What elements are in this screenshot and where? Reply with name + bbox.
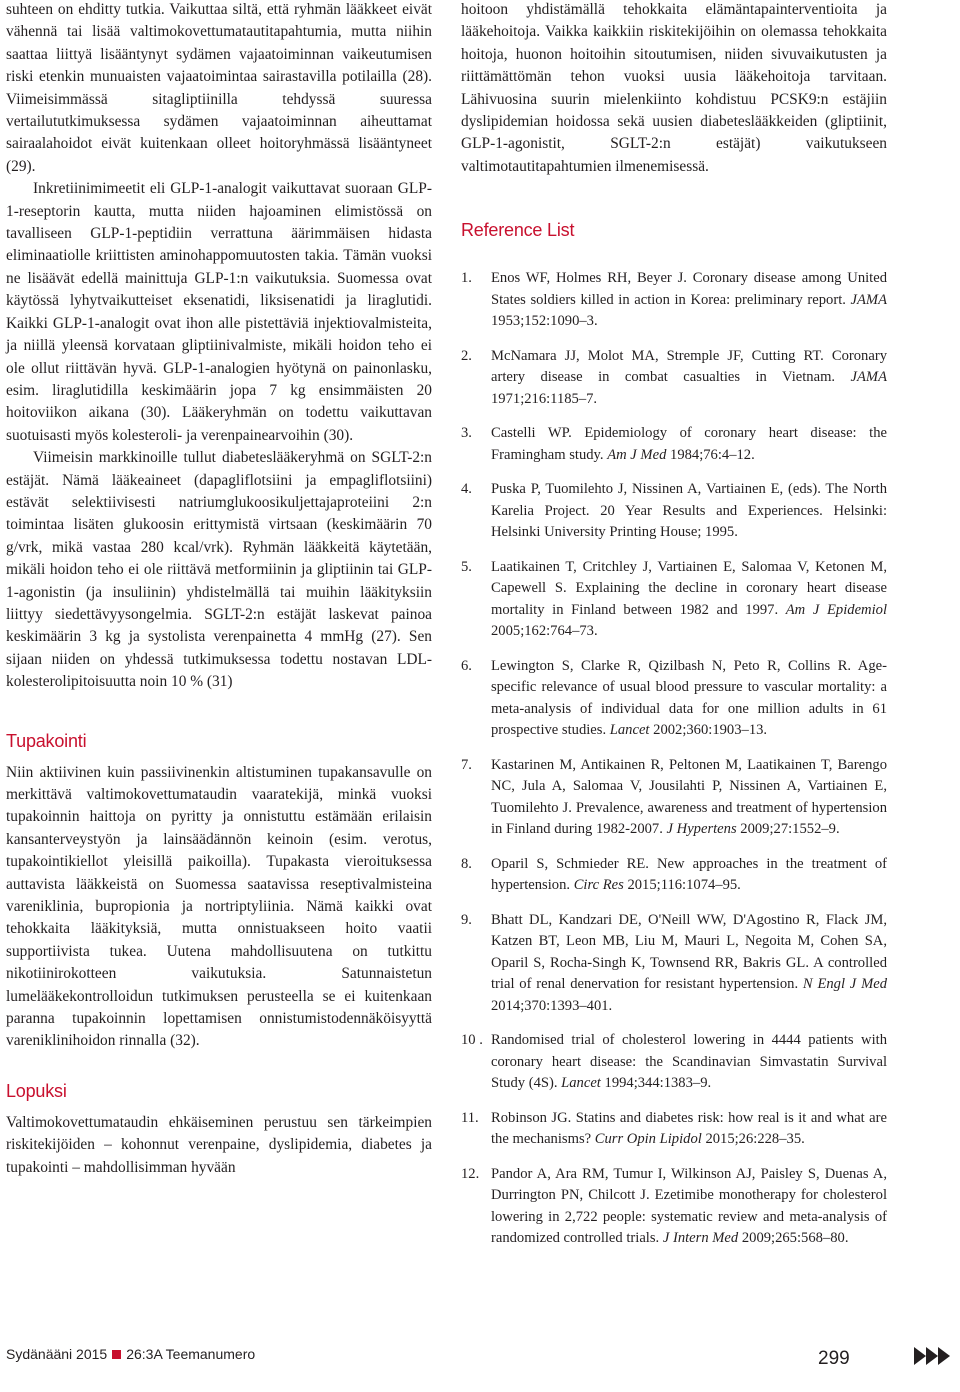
reference-text: Bhatt DL, Kandzari DE, O'Neill WW, D'Agostino R, Flack JM, Katzen BT, Leon MB, Liu M, Mauri L, Negoita M, Cohen SA, Oparil S, Rocha-Singh K, Townsend RR, Bakris GL. A controlled trial of renal denervation for resistant hypertension. [491,911,887,993]
reference-item [461,423,887,466]
reference-number: 5. [461,558,472,575]
body-paragraph: Viimeisin markkinoille tullut diabeteslääkeryhmä on SGLT-2:n estäjät. Nämä lääkeaineet (dapagliflotsiini ja empagliflotsiini) estävät selektiivisesti natriumglukoosikuljettajaproteiini 2:n toimintaa lisäten glukoosin erittymistä virtsaan (keskimäärin 70 g/vrk, mikä vastaa 280 kcal/vrk). Ryhmän lääkkeitä käytetään, mikäli hoidon teho ei ole riittävä metformiinin ja gliptiinin tai GLP-1-agonistin (ja insuliinin) yhdistelmällä tai muihin lääkityksiin liittyy siedettävyysongelmia. SGLT-2:n estäjät laskevat painoa keskimäärin 3 kg ja systolista verenpainetta 4 mmHg (27). Sen sijaan niiden on yhdessä tutkimuksessa todettu nostavan LDL-kolesterolipitoisuutta noin 10 % (31) [6,449,432,691]
reference-citation: 2009;27:1552–9. [736,821,840,838]
reference-number: 3. [461,425,472,442]
reference-citation: 2015;116:1074–95. [623,877,741,894]
journal-name: Sydänääni 2015 [6,1346,108,1362]
reference-item [461,557,887,643]
reference-journal: Am J Epidemiol [785,601,887,618]
reference-citation: 1971;216:1185–7. [491,390,598,407]
reference-number: 12. [461,1165,480,1182]
section-heading-smoking: Tupakointi [6,730,87,751]
body-paragraph: hoitoon yhdistämällä tehokkaita elämäntapainterventioita ja lääkehoitoja. Vaikka kaikkiin riskitekijöihin on olemassa tehokkaita hoitoja, huonon hoitoihin sitoutumisen, niiden sivuvaikutusten ja riittämättömän tehon vuoksi uusia lääkehoitoja tarvitaan. Lähivuosina suurin mielenkiinto kohdistuu PCSK9:n estäjiin dyslipidemian hoidossa sekä uusien diabeteslääkkeiden (gliptiinit, GLP-1-agonistit, SGLT-2:n estäjät) vaikutukseen valtimotautitapahtumien ilmenemisessä. [461,1,887,175]
reference-journal: Am J Med [607,446,667,463]
reference-citation: 2015;26:228–35. [701,1131,805,1148]
reference-text: McNamara JJ, Molot MA, Stremple JF, Cutting RT. Coronary artery disease in combat casualties in Vietnam. [491,347,887,386]
reference-number: 11. [461,1109,479,1126]
reference-item [461,268,887,333]
reference-journal: Curr Opin Lipidol [594,1131,702,1148]
reference-citation: 1953;152:1090–3. [491,313,598,330]
reference-list [461,268,887,1250]
reference-citation: 2002;360:1903–13. [649,722,768,739]
reference-text: Castelli WP. Epidemiology of coronary heart disease: the Framingham study. [491,425,887,463]
reference-item [461,854,887,897]
reference-text: Laatikainen T, Critchley J, Vartiainen E, Salomaa V, Ketonen M, Capewell S. Explaining the decline in coronary heart disease mortality in Finland between 1982 and 1997. [491,558,887,618]
reference-number: 6. [461,657,472,674]
reference-text: Puska P, Tuomilehto J, Nissinen A, Vartiainen E, (eds). The North Karelia Project. 20 Year Results and Experiences. Helsinki: Helsinki University Printing House; 1995. [491,481,887,541]
reference-text: Oparil S, Schmieder RE. New approaches in the treatment of hypertension. [491,855,887,894]
reference-number: 4. [461,481,472,498]
reference-number: 8. [461,855,472,872]
reference-citation: 1994;344:1383–9. [600,1075,712,1092]
reference-item [461,755,887,841]
reference-journal: Circ Res [573,877,624,894]
reference-number: 2. [461,347,472,364]
reference-item [461,479,887,544]
reference-number: 1. [461,270,472,287]
reference-number: 7. [461,756,472,773]
reference-item [461,346,887,411]
reference-text: Randomised trial of cholesterol lowering in 4444 patients with coronary heart disease: the Scandinavian Simvastatin Survival Study (4S). [491,1032,887,1092]
body-paragraph: suhteen on ehditty tutkia. Vaikuttaa siltä, että ryhmän lääkkeet eivät vähennä tai lisää valtimokovettumatautitapahtumia, mutta niihin saattaa liittyä lisääntynyt sydämen vajaatoiminnan vaikeutumisen riski etenkin munuaisten vajaatoimintaa sairastavilla potilailla (28). Viimeisimmässä sitagliptiinilla tehdyssä suuressa vertailututkimuksessa sydämen vajaatoiminnan aiheuttamat sairaalahoidot eivät kuitenkaan olleet hoitoryhmässä lisääntyneet (29). [6,1,432,175]
left-column [6,0,432,1179]
footer-separator-square [112,1350,121,1359]
footer-journal-info [6,1346,255,1362]
reference-text: Robinson JG. Statins and diabetes risk: how real is it and what are the mechanisms? [491,1109,887,1148]
section-heading-conclusion: Lopuksi [6,1080,67,1101]
section-heading-references: Reference List [461,220,575,241]
reference-citation: 2009;265:568–80. [738,1230,849,1247]
reference-number: 10 . [461,1032,483,1049]
reference-journal: JAMA [850,291,887,308]
reference-text: Kastarinen M, Antikainen R, Peltonen M, Laatikainen T, Barengo NC, Jula A, Salomaa V, Jousilahti P, Nissinen A, Vartiainen E, Tuomilehto J. Prevalence, awareness and treatment of hypertension in Finland during 1982-2007. [491,756,887,838]
reference-item [461,1164,887,1250]
reference-journal: J Hypertens [666,821,737,838]
reference-citation: 1984;76:4–12. [666,446,755,463]
reference-item [461,910,887,1018]
page-number: 299 [818,1348,850,1369]
reference-journal: N Engl J Med [802,976,887,993]
reference-journal: Lancet [561,1075,601,1092]
body-paragraph: Inkretiinimimeetit eli GLP-1-analogit vaikuttavat suoraan GLP-1-reseptorin kautta, mutta niiden hajoaminen elimistössä on tavalliseen GLP-1-peptidiin verrattuna äärimmäisen hidasta eliminaatiolle kriittisten aminohappomuutosten takia. Tämän vuoksi ne lisäävät edellä mainittuja GLP-1:n vaikutuksia. Suomessa ovat käytössä lyhytvaikutteiset eksenatidi, liksisenatidi ja liraglutidi. Kaikki GLP-1-analogit ovat ihon alle pistettäviä injektiovalmisteita, ja niillä yleensä korvataan gliptiinivalmiste, mikäli hoidon teho ei ole ollut riittävän hyvä. GLP-1-analogien hyötynä on painonlasku, esim. liraglutidilla keskimäärin jopa 7 kg ensimmäisten 20 hoitoviikon aikana (30). Lääkeryhmän on todettu vaikuttavan suotuisasti myös kolesteroli- ja verenpainearvoihin (30). [6,180,432,444]
reference-text: Enos WF, Holmes RH, Beyer J. Coronary disease among United States soldiers killed in action in Korea: preliminary report. [491,270,887,308]
reference-journal: Lancet [609,722,650,739]
issue-label: 26:3A Teemanumero [126,1346,256,1362]
reference-citation: 2005;162:764–73. [491,623,598,640]
reference-text: Pandor A, Ara RM, Tumur I, Wilkinson AJ, Paisley S, Duenas A, Durrington PN, Chilcott J. Ezetimibe monotherapy for cholesterol lowering in 2,722 people: systematic review and meta-analysis of randomized controlled trials. [491,1165,887,1247]
reference-text: Lewington S, Clarke R, Qizilbash N, Peto R, Collins R. Age-specific relevance of usual blood pressure to vascular mortality: a meta-analysis of individual data for one million adults in 61 prospective studies. [491,657,887,739]
reference-citation: 2014;370:1393–401. [491,997,613,1014]
right-column [461,0,887,1263]
double-chevron-right-icon[interactable] [912,1344,952,1368]
reference-item [461,1030,887,1095]
reference-journal: J Intern Med [662,1230,739,1247]
reference-journal: JAMA [850,369,887,386]
body-paragraph: Niin aktiivinen kuin passiivinenkin altistuminen tupakansavulle on merkittävä valtimokovettumataudin vaaratekijä, minkä vuoksi tupakoinnin haittoja on pyritty ja onnistuttu estämään erilaisin kansanterveystyön ja lainsäädännön keinoin (esim. verotus, tupakointikiellot yleisillä paikoilla). Tupakasta vieroituksessa auttavista lääkkeistä on Suomessa saatavissa reseptivalmisteina vareniklinia, bupropionia ja nortriptyliinia. Nämä kaikki ovat tehokkaita lääkityksiä, mutta onnistuakseen hoito vaatii supportiivista tukea. Uutena mahdollisuutena on tutkittu nikotiinirokotteen vaikutuksia. Satunnaistetun lumelääkekontrolloidun tutkimuksen perusteella se ei kuitenkaan paranna tupakoinnin lopettamisen onnistumistodennäköisyyttä vareniklinihoidon rinnalla (32). [6,763,432,1050]
reference-item [461,1108,887,1151]
body-paragraph: Valtimokovettumataudin ehkäiseminen perustuu sen tärkeimpien riskitekijöiden – kohonnut verenpaine, dyslipidemia, diabetes ja tupakointi – mahdollisimman hyvään [6,1113,432,1176]
reference-item [461,656,887,742]
reference-number: 9. [461,911,472,928]
page-footer [6,1340,950,1380]
